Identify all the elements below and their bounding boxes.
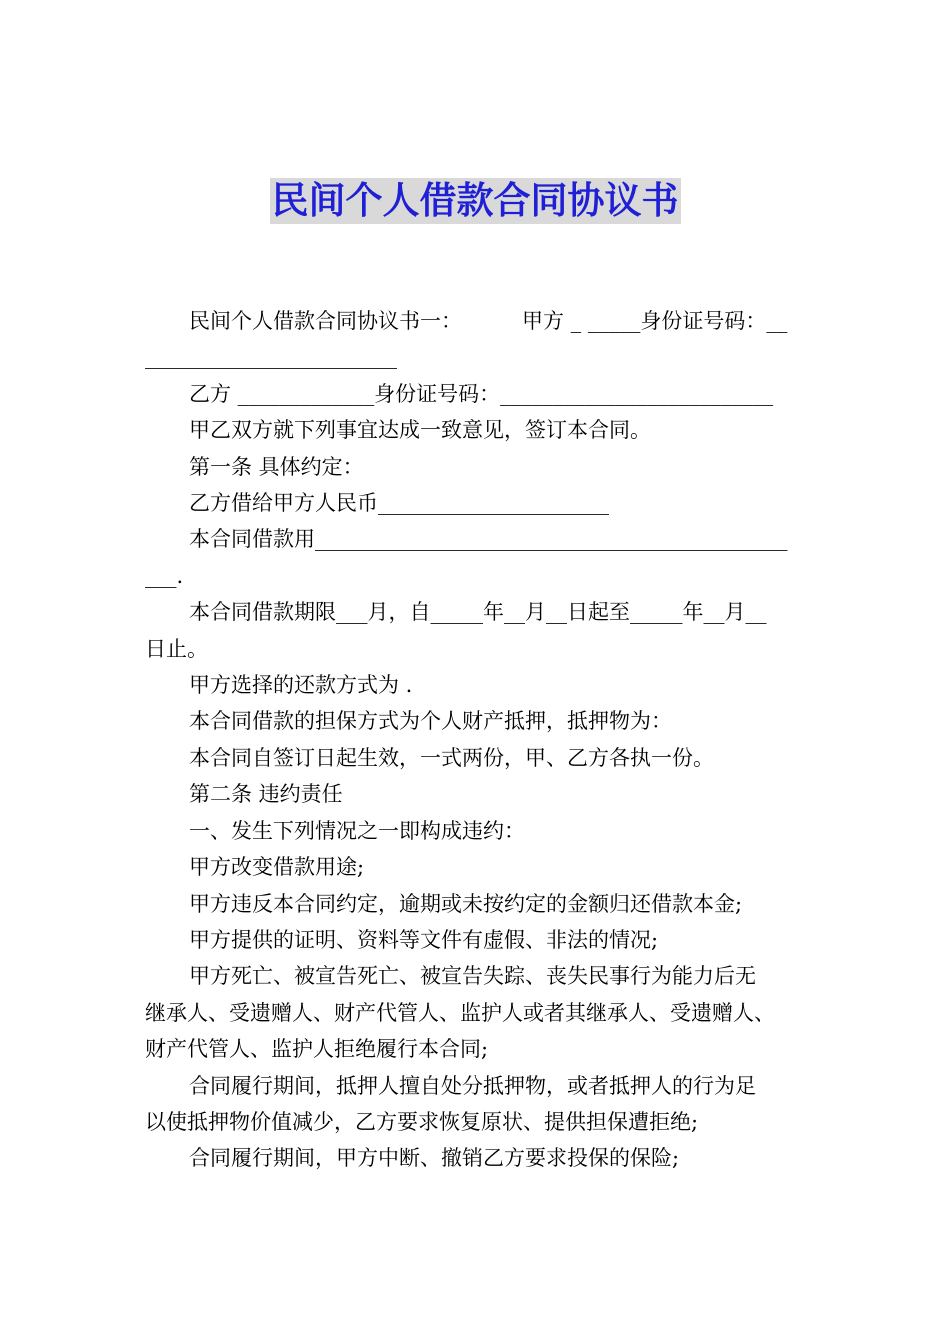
paragraph-breach-4: 甲方死亡、被宣告死亡、被宣告失踪、丧失民事行为能力后无 继承人、受遗赠人、财产代管人、监护人或者其继承人、受遗赠人、 财产代管人、监护人拒绝履行本合同; (145, 964, 775, 1062)
article-two-heading: 第二条 违约责任 (189, 782, 343, 807)
paragraph-effective: 本合同自签订日起生效，一式两份，甲、乙方各执一份。 (189, 745, 714, 770)
paragraph-breach-2: 甲方违反本合同约定，逾期或未按约定的金额归还借款本金; (189, 891, 743, 916)
title-text: 民间个人借款合同协议书 (271, 179, 679, 222)
paragraph-repayment: 甲方选择的还款方式为 . (189, 673, 413, 698)
document-body (145, 303, 810, 1177)
paragraph-loan-amount: 乙方借给甲方人民币______________________ (189, 491, 609, 516)
document-title (0, 178, 950, 224)
paragraph-breach-5: 合同履行期间，抵押人擅自处分抵押物，或者抵押人的行为足 以使抵押物价值减少，乙方要求恢复原状、提供担保遭拒绝; (145, 1073, 756, 1134)
paragraph-party-b: 乙方 _____________身份证号码：__________________________ (189, 381, 774, 406)
paragraph-breach-1: 甲方改变借款用途; (189, 855, 365, 880)
article-one-heading: 第一条 具体约定： (189, 454, 364, 479)
paragraph-guarantee: 本合同借款的担保方式为个人财产抵押，抵押物为： (189, 709, 672, 734)
paragraph-breach-3: 甲方提供的证明、资料等文件有虚假、非法的情况; (189, 927, 659, 952)
paragraph-intro: 民间个人借款合同协议书一： 甲方 _ _____身份证号码：__ ________________________ (145, 309, 788, 370)
paragraph-loan-term: 本合同借款期限___月，自_____年__月__日起至_____年__月__ 日止。 (145, 600, 767, 661)
paragraph-loan-purpose: 本合同借款用_____________________________________________ ___. (145, 527, 788, 588)
paragraph-agreement: 甲乙双方就下列事宜达成一致意见，签订本合同。 (189, 418, 651, 443)
paragraph-breach-6: 合同履行期间，甲方中断、撤销乙方要求投保的保险; (189, 1146, 680, 1171)
paragraph-breach-intro: 一、发生下列情况之一即构成违约： (189, 818, 525, 843)
